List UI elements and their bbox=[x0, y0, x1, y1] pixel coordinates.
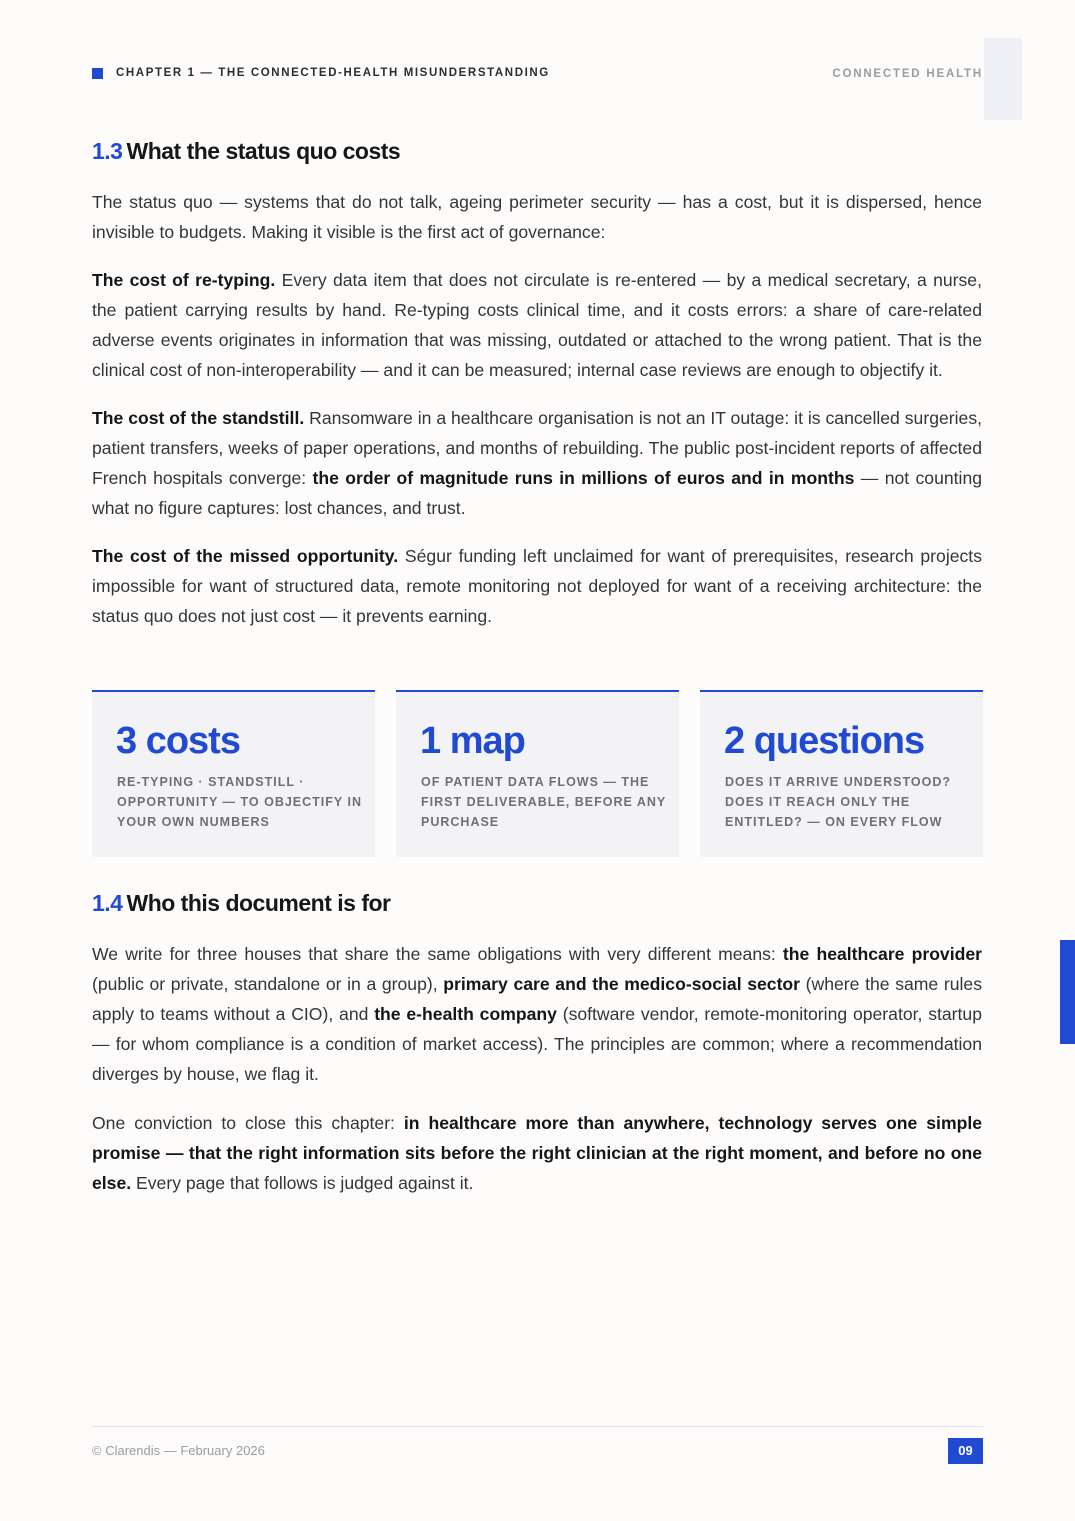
conviction-tail: Every page that follows is judged against it. bbox=[131, 1173, 474, 1193]
retyping-lead: The cost of re-typing. bbox=[92, 270, 276, 290]
section-1-3-body bbox=[92, 187, 982, 631]
section-number: 1.4 bbox=[92, 890, 123, 916]
section-heading bbox=[92, 138, 982, 165]
section-1-4-body bbox=[92, 939, 982, 1198]
stat-value: 3 costs bbox=[116, 720, 240, 762]
footer-copyright: © Clarendis — February 2026 bbox=[92, 1443, 265, 1458]
audience-text: We write for three houses that share the same obligations with very different means: bbox=[92, 944, 783, 964]
audience-text: (public or private, standalone or in a group), bbox=[92, 974, 444, 994]
stat-card-costs bbox=[92, 690, 375, 857]
audience-text: (software vendor, remote-monitoring operator, startup — for whom compliance is a condition of market access). The principles are common; where a recommendation diverges by house, we flag it. bbox=[92, 1004, 982, 1084]
footer-divider bbox=[92, 1426, 983, 1427]
page-header bbox=[92, 66, 983, 82]
stat-card-map bbox=[396, 690, 679, 857]
section-1-3-heading bbox=[92, 138, 982, 165]
stat-value: 2 questions bbox=[724, 720, 925, 762]
stat-caption: DOES IT ARRIVE UNDERSTOOD? DOES IT REACH ONLY THE ENTITLED? — ON EVERY FLOW bbox=[725, 775, 952, 829]
stat-caption: RE-TYPING · STANDSTILL · OPPORTUNITY — TO OBJECTIFY IN YOUR OWN NUMBERS bbox=[117, 775, 363, 829]
conviction-paragraph bbox=[92, 1108, 982, 1198]
section-title: What the status quo costs bbox=[126, 138, 401, 164]
audience-primary-care: primary care and the medico-social sector bbox=[443, 974, 801, 994]
audience-paragraph bbox=[92, 939, 982, 1089]
intro-paragraph: The status quo — systems that do not talk, ageing perimeter security — has a cost, but it is dispersed, hence invisible to budgets. Making it visible is the first act of governance: bbox=[92, 192, 982, 242]
section-number: 1.3 bbox=[92, 138, 123, 164]
conviction-emphasis: in healthcare more than anywhere, technology serves one simple promise — that the right information sits before the right clinician at the right moment, and before no one else. bbox=[92, 1113, 983, 1193]
chapter-marker-square bbox=[92, 68, 103, 79]
standstill-emphasis: the order of magnitude runs in millions of euros and in months bbox=[312, 468, 855, 488]
audience-ehealth-company: the e-health company bbox=[374, 1004, 557, 1024]
chapter-number-decoration bbox=[984, 38, 1022, 120]
conviction-intro: One conviction to close this chapter: bbox=[92, 1113, 404, 1133]
stat-caption: OF PATIENT DATA FLOWS — THE FIRST DELIVERABLE, BEFORE ANY PURCHASE bbox=[421, 775, 666, 829]
opportunity-paragraph bbox=[92, 541, 982, 631]
stat-cards bbox=[92, 690, 983, 857]
running-title: CONNECTED HEALTH bbox=[832, 68, 983, 80]
page-number: 09 bbox=[948, 1438, 983, 1464]
section-1-4-heading bbox=[92, 890, 982, 917]
section-heading bbox=[92, 890, 982, 917]
standstill-paragraph bbox=[92, 403, 982, 523]
opportunity-lead: The cost of the missed opportunity. bbox=[92, 546, 399, 566]
audience-text: (where the same rules apply to teams without a CIO), and bbox=[92, 974, 982, 1024]
standstill-tail: — not counting what no figure captures: lost chances, and trust. bbox=[92, 468, 983, 518]
audience-provider: the healthcare provider bbox=[782, 944, 982, 964]
chapter-title: CHAPTER 1 — THE CONNECTED-HEALTH MISUNDERSTANDING bbox=[116, 67, 550, 79]
standstill-lead: The cost of the standstill. bbox=[92, 408, 305, 428]
chapter-side-tab bbox=[1060, 940, 1075, 1044]
stat-value: 1 map bbox=[420, 720, 525, 762]
opportunity-body: Ségur funding left unclaimed for want of prerequisites, research projects impossible for want of structured data, remote monitoring not deployed for want of a receiving architecture: the status quo does not just cost — it prevents earning. bbox=[92, 546, 982, 626]
retyping-body: Every data item that does not circulate is re-entered — by a medical secretary, a nurse, the patient carrying results by hand. Re-typing costs clinical time, and it costs errors: a share of care-related adverse events originates in information that was missing, outdated or attached to the wrong patient. That is the clinical cost of non-interoperability — and it can be measured; internal case reviews are enough to objectify it. bbox=[92, 270, 982, 380]
retyping-paragraph bbox=[92, 265, 982, 385]
standstill-body: Ransomware in a healthcare organisation is not an IT outage: it is cancelled surgeries, patient transfers, weeks of paper operations, and months of rebuilding. The public post-incident reports of affected French hospitals converge: bbox=[92, 408, 982, 488]
section-title: Who this document is for bbox=[126, 890, 391, 916]
stat-card-questions bbox=[700, 690, 983, 857]
